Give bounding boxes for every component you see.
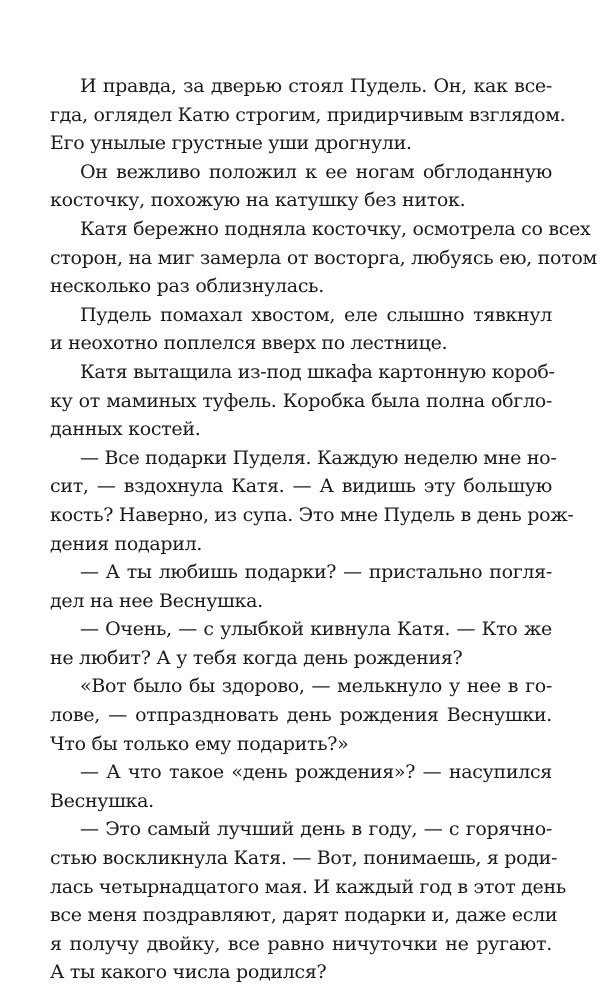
- text-line: лась четырнадцатого мая. И каждый год в этот день: [50, 875, 566, 898]
- paragraph: [50, 758, 552, 815]
- text-line: дел на нее Веснушка.: [50, 589, 263, 612]
- text-line: «Вот было бы здорово, — мелькнуло у нее в го-: [80, 675, 552, 698]
- text-line: А ты какого числа родился?: [50, 961, 327, 984]
- paragraph: [50, 558, 552, 615]
- text-line: дения подарил.: [50, 532, 203, 555]
- page-text: [50, 72, 597, 987]
- text-line: не любит? А у тебя когда день рождения?: [50, 646, 463, 669]
- text-line: все меня поздравляют, дарят подарки и, даже если: [50, 904, 558, 927]
- paragraph: [50, 215, 597, 301]
- text-line: Что бы только ему подарить?»: [50, 732, 349, 755]
- text-line: кость? Наверно, из супа. Это мне Пудель в день рож-: [50, 503, 574, 526]
- text-line: несколько раз облизнулась.: [50, 275, 324, 298]
- text-line: гда, оглядел Катю строгим, придирчивым взглядом.: [50, 103, 566, 126]
- paragraph: [50, 358, 555, 444]
- text-line: — Это самый лучший день в году, — с горячно-: [80, 818, 552, 841]
- text-line: стью воскликнула Катя. — Вот, понимаешь, я роди-: [50, 847, 558, 870]
- paragraph: [50, 444, 574, 558]
- text-line: сит, — вздохнула Катя. — А видишь эту большую: [50, 475, 552, 498]
- paragraph: [50, 158, 552, 215]
- text-line: Его унылые грустные уши дрогнули.: [50, 132, 412, 155]
- text-line: и неохотно поплелся вверх по лестнице.: [50, 332, 448, 355]
- paragraph: [50, 615, 552, 672]
- paragraph: [50, 815, 566, 987]
- text-line: Он вежливо положил к ее ногам обглоданную: [80, 160, 552, 183]
- text-line: ку от маминых туфель. Коробка была полна обгло-: [50, 389, 552, 412]
- text-line: сторон, на миг замерла от восторга, любуясь ею, потом: [50, 246, 597, 269]
- text-line: Катя вытащила из-под шкафа картонную короб-: [80, 360, 555, 383]
- text-line: Катя бережно подняла косточку, осмотрела со всех: [80, 217, 591, 240]
- text-line: косточку, похожую на катушку без ниток.: [50, 189, 466, 212]
- text-line: я получу двойку, все равно ничуточки не ругают.: [50, 932, 552, 955]
- text-line: данных костей.: [50, 418, 201, 441]
- paragraph: [50, 301, 552, 358]
- text-line: — Очень, — с улыбкой кивнула Катя. — Кто же: [80, 618, 552, 641]
- paragraph: [50, 672, 552, 758]
- text-line: — А ты любишь подарки? — пристально погля-: [80, 561, 552, 584]
- text-line: — Все подарки Пуделя. Каждую неделю мне но-: [80, 446, 557, 469]
- text-line: — А что такое «день рождения»? — насупился: [80, 761, 552, 784]
- text-line: И правда, за дверью стоял Пудель. Он, как все-: [80, 75, 552, 97]
- paragraph: [50, 72, 566, 158]
- text-line: лове, — отпраздновать день рождения Веснушки.: [50, 704, 552, 727]
- text-line: Пудель помахал хвостом, еле слышно тявкнул: [80, 303, 552, 326]
- text-line: Веснушка.: [50, 789, 154, 812]
